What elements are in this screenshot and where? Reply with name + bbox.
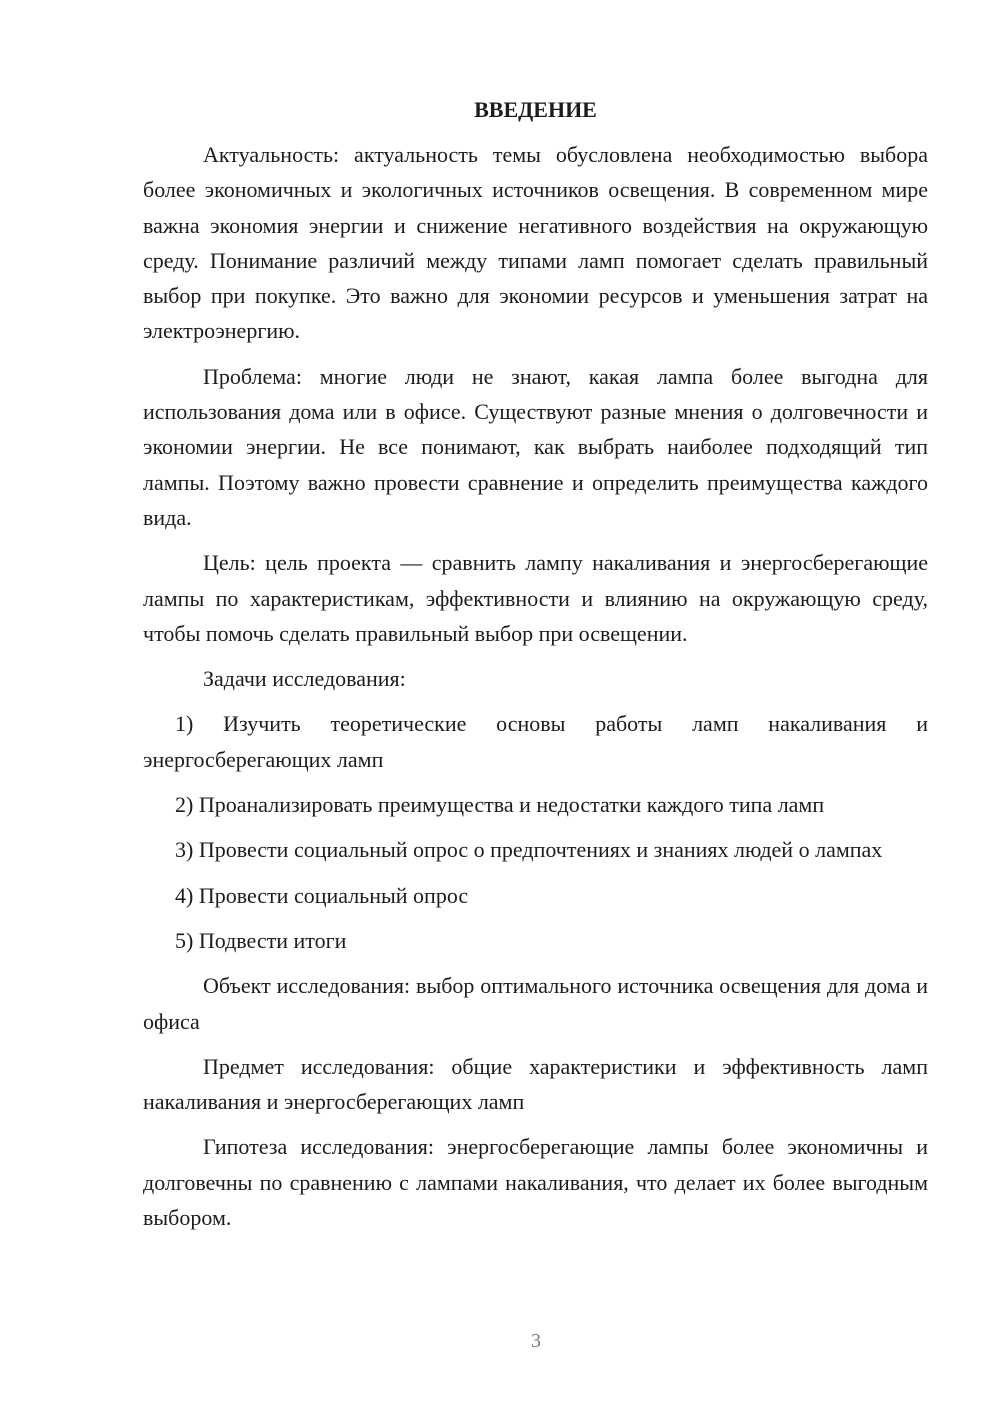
object-paragraph: Объект исследования: выбор оптимального источника освещения для дома и офиса — [143, 973, 928, 1034]
task-item-3: 3) Провести социальный опрос о предпочтениях и знаниях людей о лампах — [175, 837, 883, 863]
page-title: ВВЕДЕНИЕ — [474, 97, 597, 122]
goal-paragraph: Цель: цель проекта — сравнить лампу накаливания и энергосберегающие лампы по характеристикам, эффективности и влиянию на окружающую среду, чтобы помочь сделать правильный выбор при освещении. — [143, 550, 928, 646]
task-item-5: 5) Подвести итоги — [175, 927, 347, 953]
task-item-2: 2) Проанализировать преимущества и недостатки каждого типа ламп — [175, 792, 825, 818]
task-item-4: 4) Провести социальный опрос — [175, 882, 469, 908]
subject-paragraph: Предмет исследования: общие характеристики и эффективность ламп накаливания и энергосберегающих ламп — [143, 1053, 928, 1115]
page-number: 3 — [531, 1330, 541, 1352]
hypothesis-paragraph: Гипотеза исследования: энергосберегающие лампы более экономичны и долговечны по сравнению с лампами накаливания, что делает их более выгодным выбором. — [143, 1134, 928, 1231]
document-page — [143, 93, 928, 1235]
tasks-heading: Задачи исследования: — [203, 666, 406, 692]
task-item-1: 1) Изучить теоретические основы работы ламп накаливания и энергосберегающих ламп — [143, 711, 928, 772]
relevance-paragraph: Актуальность: актуальность темы обусловлена необходимостью выбора более экономичных и экологичных источников освещения. В современном мире важна экономия энергии и снижение негативного воздействия на окружающую среду. Понимание различий между типами ламп помогает сделать правильный выбор при покупке. Это важно для экономии ресурсов и уменьшения затрат на электроэнергию. — [143, 142, 928, 344]
problem-paragraph: Проблема: многие люди не знают, какая лампа более выгодна для использования дома или в офисе. Существуют разные мнения о долговечности и экономии энергии. Не все понимают, как выбрать наиболее подходящий тип лампы. Поэтому важно провести сравнение и определить преимущества каждого вида. — [143, 363, 928, 530]
